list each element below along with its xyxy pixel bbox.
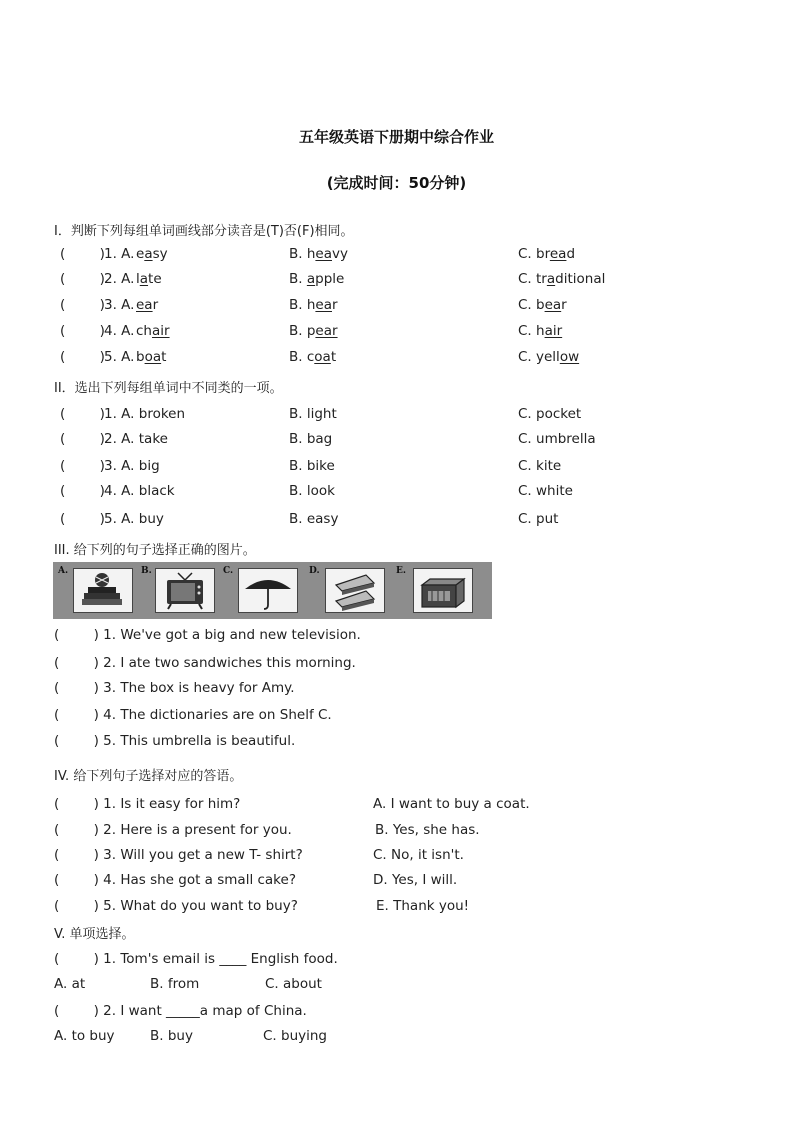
- option-b-pre: B. p: [289, 323, 316, 339]
- option-c: [518, 323, 562, 339]
- option-b-pre: B.: [289, 271, 307, 287]
- option-b: [289, 246, 348, 262]
- option-c-under: ea: [544, 297, 562, 313]
- option-a-pre: b: [136, 349, 145, 365]
- option-b-pre: B. h: [289, 297, 316, 313]
- option-a-under: air: [151, 323, 170, 339]
- picture-strip: [53, 562, 492, 619]
- option-b: B. easy: [289, 511, 339, 527]
- answer-4-3: C. No, it isn't.: [373, 847, 464, 863]
- option-a-under: ea: [136, 297, 153, 313]
- question-number: 1. A.: [104, 246, 135, 262]
- option-c-pre: C. h: [518, 323, 545, 339]
- option-a: 3. A. big: [104, 458, 160, 474]
- answer-blank: ( ): [60, 458, 105, 474]
- option-a-under: oa: [144, 349, 162, 365]
- question-3-3: ( ) 3. The box is heavy for Amy.: [54, 680, 295, 696]
- question-4-2: ( ) 2. Here is a present for you.: [54, 822, 292, 838]
- option-b: B. bike: [289, 458, 335, 474]
- picture-e: [413, 568, 473, 613]
- option-c: [518, 271, 605, 287]
- page-subtitle: (完成时间：50分钟): [326, 174, 467, 192]
- option-c: C. umbrella: [518, 431, 596, 447]
- question-number: 2. A.: [104, 271, 135, 287]
- option-a-pre: ch: [136, 323, 152, 339]
- picture-a: [73, 568, 133, 613]
- answer-4-1: A. I want to buy a coat.: [373, 796, 530, 812]
- answer-blank: ( ): [60, 297, 105, 313]
- question-3-2: ( ) 2. I ate two sandwiches this morning.: [54, 655, 356, 671]
- option-c-under: a: [546, 271, 556, 287]
- question-3-5: ( ) 5. This umbrella is beautiful.: [54, 733, 296, 749]
- section-2-heading: II．选出下列每组单词中不同类的一项。: [54, 381, 283, 396]
- answer-4-2: B. Yes, she has.: [375, 822, 480, 838]
- option-a: 1. A. broken: [104, 406, 186, 422]
- section-1-heading: I．判断下列每组单词画线部分读音是(T)否(F)相同。: [54, 224, 354, 239]
- option-a: 4. A. black: [104, 483, 175, 499]
- question-number: 5. A.: [104, 349, 135, 365]
- option-a-post: te: [148, 271, 162, 287]
- picture-label-d: D.: [309, 566, 320, 576]
- option-c-pre: C. yell: [518, 349, 560, 365]
- option-b: [289, 271, 344, 287]
- option-c-under: ea: [549, 246, 567, 262]
- option-b: B. light: [289, 406, 337, 422]
- option-c: [518, 297, 567, 313]
- option-b: B. bag: [289, 431, 333, 447]
- picture-label-b: B.: [141, 566, 152, 576]
- question-5-1-option-c: C. about: [265, 976, 322, 992]
- question-5-2-option-a: A. to buy: [54, 1028, 115, 1044]
- question-4-5: ( ) 5. What do you want to buy?: [54, 898, 298, 914]
- question-5-2-option-b: B. buy: [150, 1028, 193, 1044]
- question-5-2-option-c: C. buying: [263, 1028, 327, 1044]
- answer-blank: ( ): [60, 349, 105, 365]
- answer-blank: ( ): [60, 483, 105, 499]
- page-title: 五年级英语下册期中综合作业: [298, 128, 494, 146]
- section-5-heading: V. 单项选择。: [54, 927, 135, 942]
- option-a-pre: l: [136, 271, 140, 287]
- answer-blank: ( ): [60, 323, 105, 339]
- picture-b: [155, 568, 215, 613]
- option-a-under: a: [139, 271, 149, 287]
- question-4-3: ( ) 3. Will you get a new T- shirt?: [54, 847, 303, 863]
- question-3-4: ( ) 4. The dictionaries are on Shelf C.: [54, 707, 332, 723]
- option-c: [518, 349, 579, 365]
- option-b-post: r: [332, 297, 338, 313]
- picture-label-c: C.: [223, 566, 234, 576]
- option-c: [518, 246, 575, 262]
- option-b: [289, 323, 338, 339]
- option-b: B. look: [289, 483, 335, 499]
- option-b: [289, 349, 336, 365]
- television-icon: [156, 569, 214, 612]
- umbrella-icon: [239, 569, 297, 612]
- box-icon: [414, 569, 472, 612]
- option-c: C. kite: [518, 458, 562, 474]
- option-c-post: ditional: [555, 271, 606, 287]
- answer-blank: ( ): [60, 406, 105, 422]
- option-a-under: a: [144, 246, 153, 262]
- question-4-1: ( ) 1. Is it easy for him?: [54, 796, 241, 812]
- option-c-under: air: [544, 323, 563, 339]
- option-c-post: r: [561, 297, 567, 313]
- question-4-4: ( ) 4. Has she got a small cake?: [54, 872, 296, 888]
- option-a: 2. A. take: [104, 431, 168, 447]
- answer-blank: ( ): [60, 271, 105, 287]
- option-b-pre: B. c: [289, 349, 315, 365]
- option-c-pre: C. b: [518, 297, 545, 313]
- books-icon: [74, 569, 132, 612]
- option-a: [136, 271, 162, 287]
- option-b-pre: B. h: [289, 246, 316, 262]
- question-5-1-option-b: B. from: [150, 976, 200, 992]
- sandwich-icon: [326, 569, 384, 612]
- option-b-post: t: [330, 349, 337, 365]
- answer-4-5: E. Thank you!: [376, 898, 470, 914]
- question-number: 3. A.: [104, 297, 135, 313]
- option-a-post: t: [161, 349, 167, 365]
- option-b-post: pple: [315, 271, 345, 287]
- picture-c: [238, 568, 298, 613]
- option-b-under: ea: [315, 297, 332, 313]
- option-b-under: ea: [315, 246, 332, 262]
- option-a-post: r: [152, 297, 159, 313]
- option-c: C. put: [518, 511, 559, 527]
- question-3-1: ( ) 1. We've got a big and new television.: [54, 627, 361, 643]
- option-c-post: d: [566, 246, 576, 262]
- option-a-post: sy: [152, 246, 168, 262]
- section-4-heading: IV. 给下列句子选择对应的答语。: [54, 769, 243, 784]
- option-a: [136, 246, 168, 262]
- option-b-under: a: [306, 271, 316, 287]
- option-a-pre: e: [136, 246, 145, 262]
- question-number: 4. A.: [104, 323, 135, 339]
- option-c-pre: C. br: [518, 246, 550, 262]
- option-c: C. white: [518, 483, 573, 499]
- option-b-under: ear: [315, 323, 338, 339]
- option-c-pre: C. tr: [518, 271, 547, 287]
- answer-blank: ( ): [60, 431, 105, 447]
- answer-blank: ( ): [60, 246, 105, 262]
- section-3-heading: III. 给下列的句子选择正确的图片。: [54, 543, 256, 558]
- picture-d: [325, 568, 385, 613]
- option-a: [136, 297, 158, 313]
- option-a: [136, 323, 170, 339]
- question-5-1-option-a: A. at: [54, 976, 86, 992]
- option-b: [289, 297, 338, 313]
- option-c-under: ow: [559, 349, 580, 365]
- answer-4-4: D. Yes, I will.: [373, 872, 458, 888]
- picture-label-a: A.: [58, 566, 69, 576]
- question-5-1: ( ) 1. Tom's email is ____ English food.: [54, 951, 338, 967]
- option-b-post: vy: [332, 246, 348, 262]
- question-5-2: ( ) 2. I want _____a map of China.: [54, 1003, 307, 1019]
- answer-blank: ( ): [60, 511, 105, 527]
- option-a: 5. A. buy: [104, 511, 164, 527]
- option-a: [136, 349, 166, 365]
- option-c: C. pocket: [518, 406, 582, 422]
- picture-label-e: E.: [396, 566, 406, 576]
- option-b-under: oa: [314, 349, 331, 365]
